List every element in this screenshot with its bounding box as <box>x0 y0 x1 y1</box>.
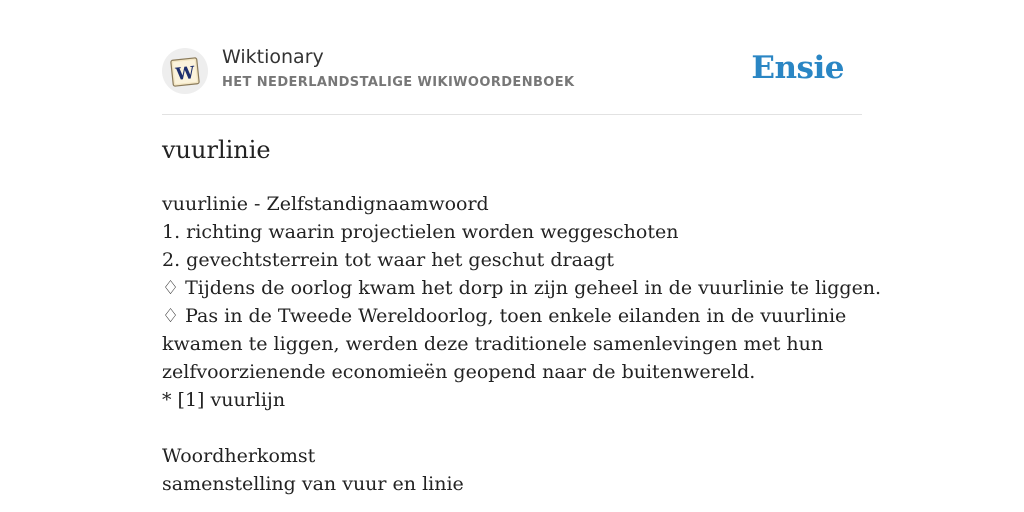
logo-letter: W <box>174 63 196 85</box>
section-spacer <box>162 414 862 442</box>
site-header <box>162 44 862 115</box>
definition-1: 1. richting waarin projectielen worden weggeschoten <box>162 221 679 243</box>
example-1: ♢ Tijdens de oorlog kwam het dorp in zijn geheel in de vuurlinie te liggen. <box>162 277 882 299</box>
entry-heading-line: vuurlinie - Zelfstandignaamwoord <box>162 193 489 215</box>
wiktionary-tile-icon <box>167 54 203 90</box>
site-tagline: HET NEDERLANDSTALIGE WIKIWOORDENBOEK <box>222 75 575 90</box>
synonym-line: * [1] vuurlijn <box>162 389 286 411</box>
etymology-text: samenstelling van vuur en linie <box>162 473 464 495</box>
site-name[interactable]: Wiktionary <box>222 46 324 68</box>
wiktionary-logo[interactable] <box>162 48 208 94</box>
ensie-brand-link[interactable]: Ensie <box>751 50 844 86</box>
etymology-heading: Woordherkomst <box>162 445 316 467</box>
example-2: ♢ Pas in de Tweede Wereldoorlog, toen enkele eilanden in de vuurlinie kwamen te liggen, werden deze traditionele samenlevingen met hun zelfvoorzienende economieën geopend naar de buitenwereld. <box>162 305 847 383</box>
entry-content <box>162 190 882 498</box>
page-title: vuurlinie <box>162 136 271 164</box>
definition-2: 2. gevechtsterrein tot waar het geschut draagt <box>162 249 615 271</box>
